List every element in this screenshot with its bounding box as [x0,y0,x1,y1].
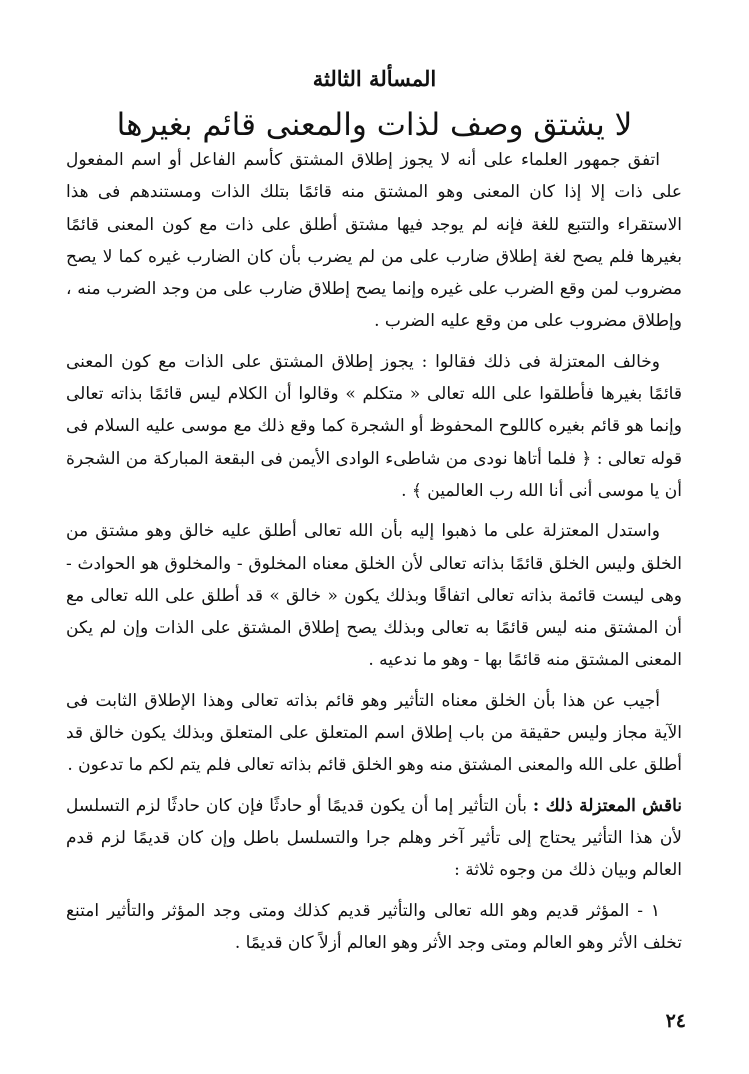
paragraph-5-text: بأن التأثير إما أن يكون قديمًا أو حادثًا فإن كان حادثًا لزم التسلسل لأن هذا التأثير يحتاج إلى تأثير آخر وهلم جرا والتسلسل باطل وإن كان قديمًا لزم قدم العالم وبيان ذلك من وجوه ثلاثة : [66,795,682,881]
paragraph-6-text: ١ - المؤثر قديم وهو الله تعالى والتأثير قديم كذلك ومتى وجد المؤثر والتأثير امتنع تخلف الأثر وهو العالم ومتى وجد الأثر وهو العالم أزلاً كان قديمًا . [66,900,682,953]
paragraph-1 [66,144,682,338]
paragraph-5-lead: ناقش المعتزلة ذلك : [532,795,682,816]
paragraph-3 [66,515,682,676]
body-text [66,144,682,967]
paragraph-5 [66,790,682,887]
page-title: لا يشتق وصف لذات والمعنى قائم بغيرها [116,107,633,143]
paragraph-4-text: أجيب عن هذا بأن الخلق معناه التأثير وهو قائم بذاته تعالى وهذا الإطلاق الثابت فى الآية مجاز وليس حقيقة من باب إطلاق اسم المتعلق على المتعلق وبذلك يكون خالق قد أطلق على الله والمعنى المشتق منه وهو الخلق قائم بذاته تعالى فلم يتم لكم ما تدعون . [66,690,682,776]
paragraph-3-text: واستدل المعتزلة على ما ذهبوا إليه بأن الله تعالى أطلق عليه خالق وهو مشتق من الخلق وليس الخلق قائمًا بذاته تعالى لأن الخلق معناه المخلوق - والمخلوق هو الحوادث - وهى ليست قائمة بذاته تعالى اتفاقًا وبذلك يكون « خالق » قد أطلق على الله تعالى مع أن المشتق منه ليس قائمًا به تعالى وبذلك يصح إطلاق المشتق على الذات وإن لم يكن المعنى المشتق منه قائمًا بها - وهو ما ندعيه . [66,521,682,671]
paragraph-2-text: وخالف المعتزلة فى ذلك فقالوا : يجوز إطلاق المشتق على الذات مع كون المعنى قائمًا بغيرها فأطلقوا على الله تعالى « متكلم » وقالوا أن الكلام ليس قائمًا بذاته تعالى وإنما هو قائم بغيره كاللوح المحفوظ أو الشجرة كما وقع ذلك مع موسى عليه السلام فى قوله تعالى : ﴿ فلما أتاها نودى من شاطىء الوادى الأيمن فى البقعة المباركة من الشجرة أن يا موسى أنى أنا الله رب العالمين ﴾ . [66,351,682,501]
section-label: المسألة الثالثة [312,66,437,91]
paragraph-4 [66,685,682,782]
paragraph-6 [66,895,682,960]
paragraph-1-text: اتفق جمهور العلماء على أنه لا يجوز إطلاق المشتق كأسم الفاعل أو اسم المفعول على ذات إلا إذا كان المعنى وهو المشتق منه قائمًا بتلك الذات ومستندهم فى هذا الاستقراء والتتبع للغة فإنه لم يوجد فيها مشتق أطلق على ذات مع كون المعنى قائمًا بغيرها فلم يصح لغة إطلاق ضارب على من لم يضرب بأن كان الضارب غيره كما لا يصح مضروب لمن وقع الضرب على غيره وإنما يصح إطلاق ضارب على من وجد الضرب منه ، وإطلاق مضروب على من وقع عليه الضرب . [66,150,682,332]
page-number: ٢٤ [665,1010,686,1032]
paragraph-2 [66,346,682,507]
